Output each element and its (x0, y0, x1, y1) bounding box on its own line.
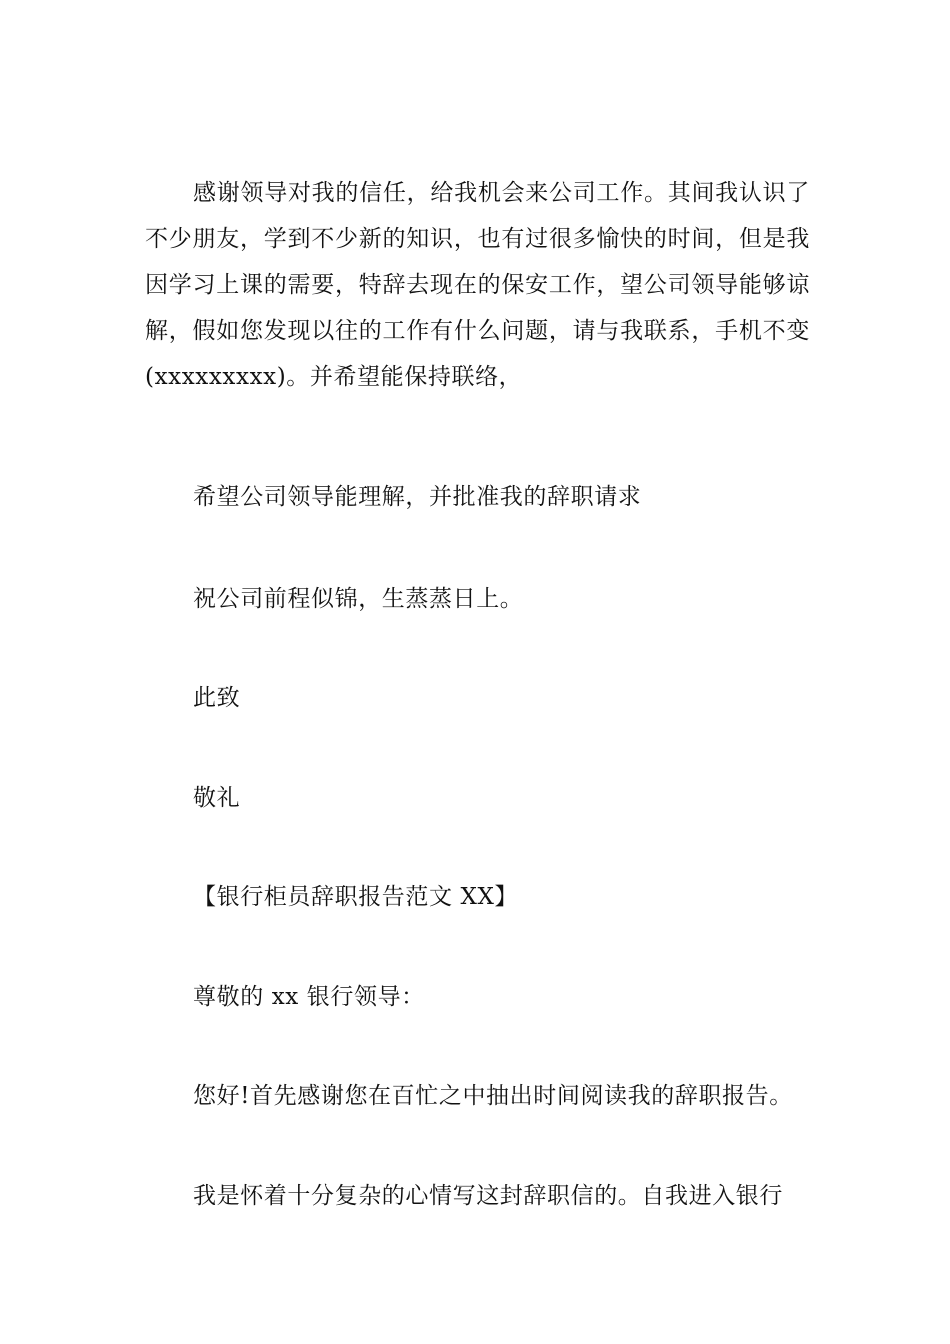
closing-cizhi: 此致 (193, 685, 241, 711)
salutation: 尊敬的 xx 银行领导： (193, 984, 425, 1010)
hope-line: 希望公司领导能理解，并批准我的辞职请求 (193, 484, 642, 510)
body-paragraph-1: 感谢领导对我的信任，给我机会来公司工作。其间我认识了不少朋友，学到不少新的知识，也有过很多愉快的时间，但是我因学习上课的需要，特辞去现在的保安工作，望公司领导能够谅解，假如您发现以往的工作有什么问题，请与我联系，手机不变 (xxxxxxxxx)。并希望能保持联络， (145, 180, 810, 390)
closing-jingli: 敬礼 (193, 785, 241, 811)
section-heading: 【银行柜员辞职报告范文 XX】 (193, 884, 519, 910)
greeting-line: 您好!首先感谢您在百忙之中抽出时间阅读我的辞职报告。 (193, 1083, 793, 1109)
wish-line: 祝公司前程似锦，生蒸蒸日上。 (193, 586, 524, 612)
body-last-line: 我是怀着十分复杂的心情写这封辞职信的。自我进入银行 (193, 1183, 783, 1209)
